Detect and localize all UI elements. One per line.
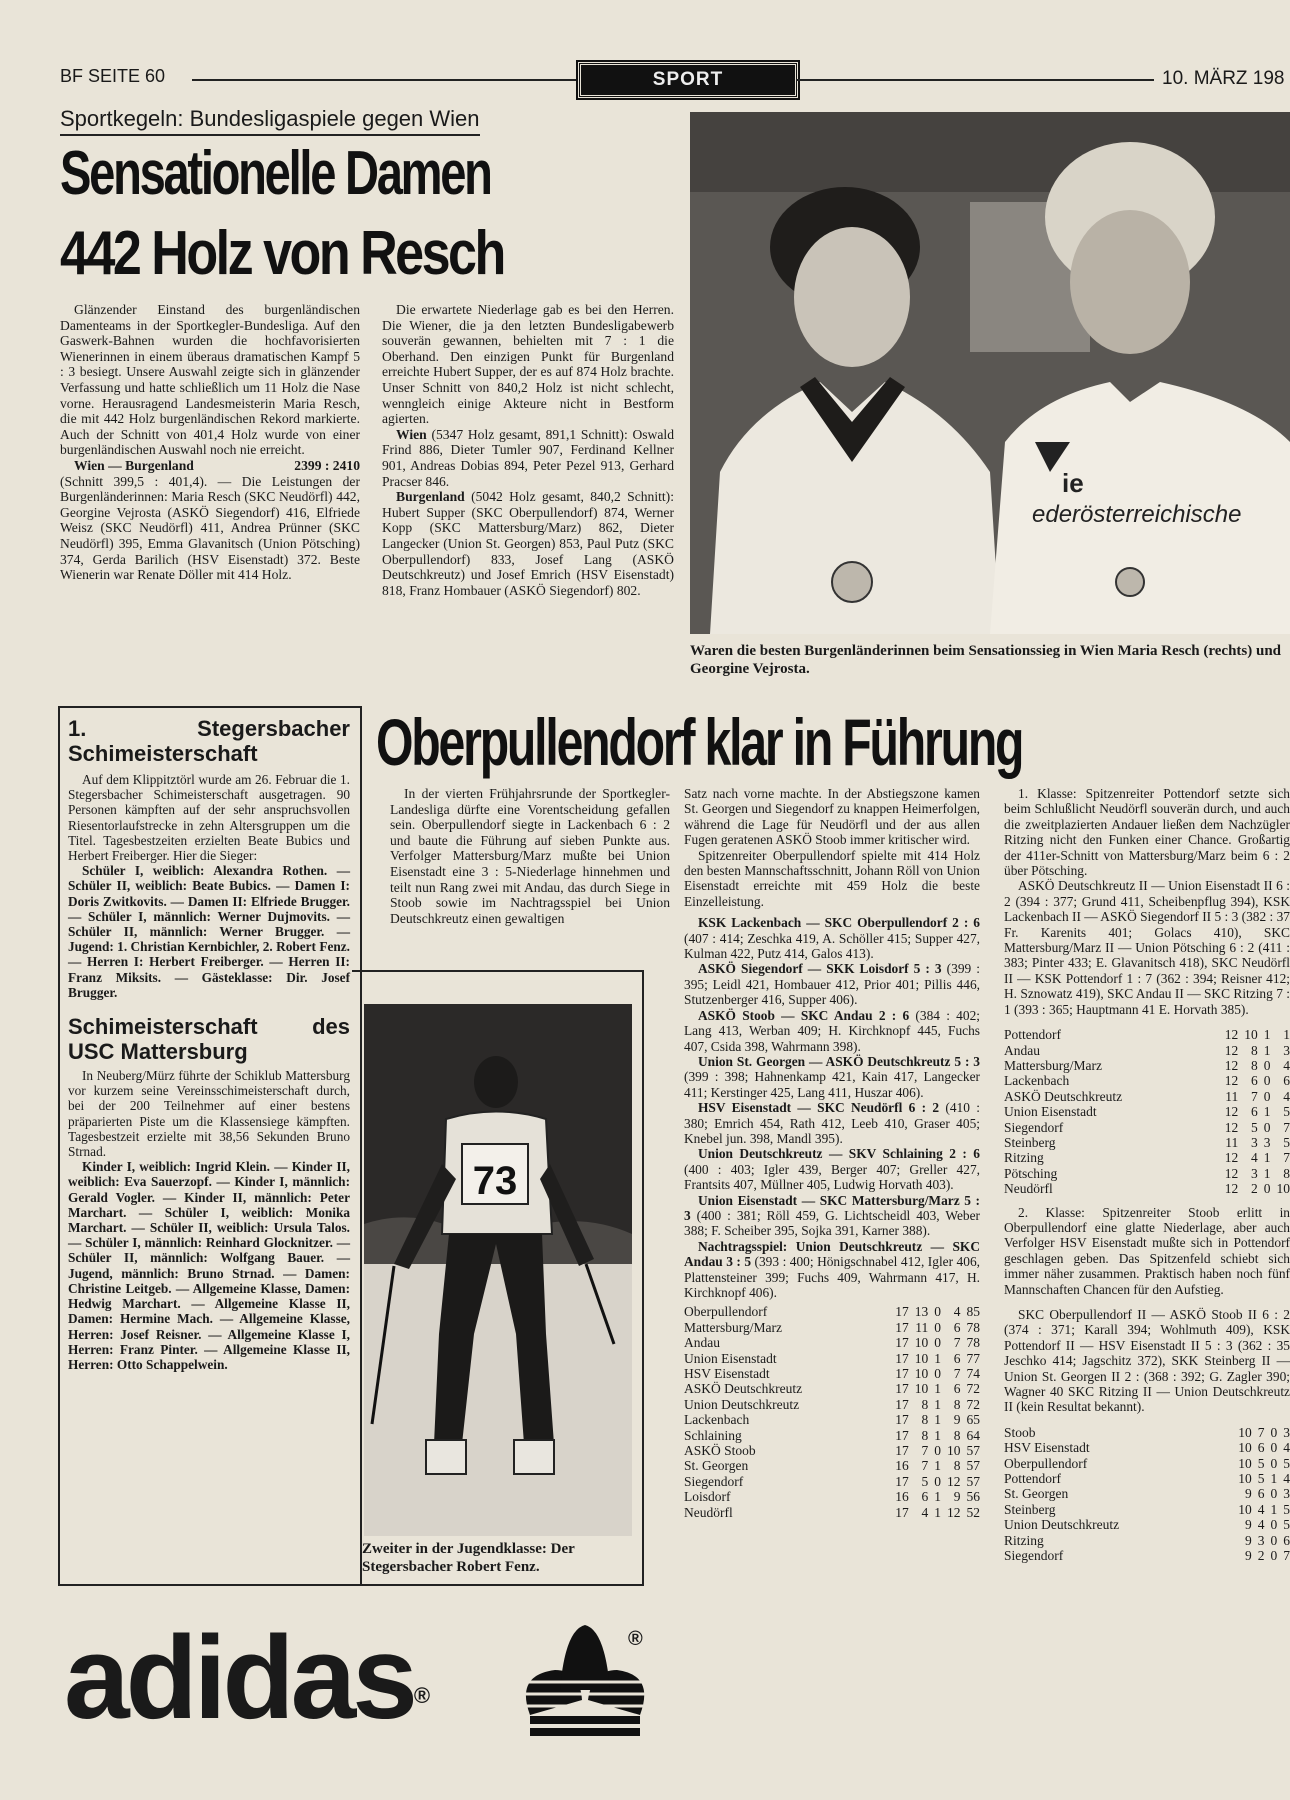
- table-row: [1004, 1471, 1290, 1486]
- table-cell: 7: [921, 1458, 929, 1474]
- table-cell: 1: [934, 1427, 941, 1443]
- team-name: ASKÖ Deutschkreutz: [684, 1381, 803, 1397]
- table-cell: 6: [1257, 1440, 1265, 1456]
- game-details: (400 : 403; Igler 439, Berger 407; Greller 427, Frantsits 407, Müllner 405, Ludwig Horvath 403).: [684, 1161, 980, 1193]
- table-row: [684, 1320, 980, 1335]
- table-row: [1004, 1027, 1290, 1042]
- table-row: [684, 1397, 980, 1412]
- table-cell: 1: [934, 1489, 941, 1505]
- team-name: St. Georgen: [1004, 1486, 1069, 1502]
- table-cell: 3: [1283, 1042, 1290, 1058]
- game-result: [684, 1193, 980, 1239]
- page-label: BF SEITE 60: [60, 66, 166, 86]
- table-row: [1004, 1502, 1290, 1517]
- table-row: [684, 1304, 980, 1319]
- table-cell: 11: [1225, 1134, 1239, 1150]
- adidas-wordmark: [64, 1612, 427, 1744]
- table-cell: 0: [934, 1473, 941, 1489]
- table-row: [684, 1489, 980, 1504]
- league-table-1: [684, 1304, 980, 1520]
- table-cell: 8: [921, 1396, 929, 1412]
- article1-result-label: Wien — Burgenland: [74, 457, 194, 473]
- table-cell: 4: [1257, 1501, 1265, 1517]
- table-cell: 12: [947, 1504, 961, 1520]
- table-cell: 72: [966, 1381, 980, 1397]
- table-cell: 1: [1263, 1042, 1271, 1058]
- article2-col1-rule: [352, 970, 642, 972]
- team-name: Oberpullendorf: [684, 1304, 768, 1320]
- table-cell: 1: [1263, 1027, 1271, 1043]
- game-title: HSV Eisenstadt — SKC Neudörfl 6 : 2: [698, 1100, 940, 1116]
- table-cell: 4: [1283, 1440, 1290, 1456]
- table-cell: 16: [895, 1458, 909, 1474]
- table-row: [1004, 1089, 1290, 1104]
- team-name: Union Eisenstadt: [684, 1350, 777, 1366]
- table-cell: 9: [1245, 1517, 1252, 1533]
- table-row: [1004, 1150, 1290, 1165]
- ski-photo: [364, 1004, 632, 1536]
- ski-title1: 1. Stegersbacher Schimeisterschaft: [68, 716, 350, 766]
- game-result: [684, 1054, 980, 1100]
- adidas-reg-2: ®: [628, 1628, 643, 1650]
- table-cell: 10: [947, 1443, 961, 1459]
- table-cell: 5: [921, 1473, 929, 1489]
- table-cell: 12: [1224, 1119, 1239, 1135]
- team-name: Loisdorf: [684, 1489, 731, 1505]
- team-name: Siegendorf: [684, 1473, 744, 1489]
- team-name: Siegendorf: [1004, 1119, 1064, 1135]
- table-row: [684, 1474, 980, 1489]
- table-cell: 12: [1224, 1181, 1239, 1197]
- adidas-reg-1: ®: [413, 1683, 427, 1708]
- table-cell: 2: [1251, 1181, 1258, 1197]
- table-cell: 72: [966, 1396, 980, 1412]
- game-result: [684, 1146, 980, 1192]
- team-name: ASKÖ Deutschkreutz: [1004, 1088, 1123, 1104]
- article1-bgld-label: Burgenland: [396, 489, 465, 505]
- table-row: [1004, 1166, 1290, 1181]
- table-cell: 3: [1283, 1486, 1290, 1502]
- table-row: [1004, 1104, 1290, 1119]
- article1-result-score: 2399 : 2410: [294, 457, 360, 473]
- table-row: [684, 1428, 980, 1443]
- ski-results1: Schüler I, weiblich: Alexandra Rothen. — Schüler II, weiblich: Beate Bubics. — Damen I: Doris Zwitkovits. — Damen II: Elfriede Brugger. — Schüler I, männlich: Werner Dujmovits. — Schüler II, männlich: Werner Brugger. — Jugend: 1. Christian Kernbichler, 2. Robert Fenz. — Herren I: Herbert Freiberger. — Herren II: Franz Miksits. — Gästeklasse: Dir. Josef Brugger.: [68, 863, 350, 1000]
- team-name: Siegendorf: [1004, 1548, 1064, 1564]
- table-cell: 0: [934, 1335, 941, 1351]
- team-name: Pottendorf: [1004, 1027, 1061, 1043]
- table-cell: 10: [1238, 1440, 1252, 1456]
- team-name: ASKÖ Stoob: [684, 1443, 756, 1459]
- table-cell: 1: [934, 1381, 941, 1397]
- table-cell: 17: [895, 1427, 909, 1443]
- table-cell: 1: [934, 1412, 941, 1428]
- ski-photo-caption: Zweiter in der Jugendklasse: Der Stegersbacher Robert Fenz.: [362, 1541, 575, 1575]
- table-cell: 8: [1251, 1042, 1258, 1058]
- table-cell: 5: [1283, 1455, 1290, 1471]
- team-name: Union Eisenstadt: [1004, 1104, 1097, 1120]
- table-cell: 1: [934, 1504, 941, 1520]
- article2-games: [684, 915, 980, 1300]
- team-name: Union Deutschkreutz: [1004, 1517, 1120, 1533]
- table-cell: 57: [966, 1473, 980, 1489]
- game-title: Union Eisenstadt — SKC Mattersburg/Marz 5 : 3: [684, 1192, 980, 1223]
- team-name: Oberpullendorf: [1004, 1455, 1088, 1471]
- table-cell: 1: [1263, 1104, 1271, 1120]
- table-row: [1004, 1548, 1290, 1563]
- table-cell: 0: [1270, 1424, 1278, 1440]
- table-cell: 0: [1270, 1548, 1278, 1564]
- article1-photo: [690, 112, 1290, 634]
- table-row: [1004, 1181, 1290, 1196]
- article2-col2-p1: Satz nach vorne machte. In der Abstiegszone kamen St. Georgen und Siegendorf zu knappen Heimerfolgen, während die Lage für Neudörfl und der aus allen Fugen geratenen ASKÖ Stoob immer kritischer wird.: [684, 786, 980, 848]
- table-cell: 0: [934, 1304, 941, 1320]
- table-cell: 5: [1257, 1455, 1265, 1471]
- table-cell: 5: [1251, 1119, 1258, 1135]
- article2-col1-text: In der vierten Frühjahrsrunde der Sportkegler-Landesliga dürfte eine Vorentscheidung gefallen sein. Oberpullendorf siegte in Lackenbach 6 : 2 und baute die Führung auf sieben Punkte aus. Verfolger Mattersburg/Marz mußte bei Union Eisenstadt eine 3 : 5-Niederlage hinnehmen und teilt nun Rang zwei mit Andau, das durch Siege in Stoob sowie im Nachtragsspiel bei Union Deutschkreutz einen gewaltigen: [390, 786, 670, 926]
- table-cell: 10: [1238, 1424, 1252, 1440]
- game-details: (400 : 381; Röll 459, G. Lichtscheidl 403, Weber 388; F. Scheiber 395, Sojka 391, Karner 388).: [684, 1207, 980, 1239]
- game-details: (399 : 398; Hahnenkamp 421, Kain 417, Langecker 411; Kerstinger 425, Lang 411, Huszar 406).: [684, 1069, 980, 1100]
- table-cell: 57: [966, 1458, 980, 1474]
- team-name: Lackenbach: [684, 1412, 750, 1428]
- table-row: [1004, 1120, 1290, 1135]
- table-cell: 0: [934, 1443, 941, 1459]
- table-cell: 2: [1257, 1548, 1265, 1564]
- team-name: Mattersburg/Marz: [1004, 1057, 1102, 1073]
- table-cell: 52: [966, 1504, 980, 1520]
- table-cell: 17: [895, 1319, 909, 1335]
- table-cell: 9: [1245, 1532, 1252, 1548]
- table-cell: 11: [915, 1319, 929, 1335]
- table-cell: 7: [1251, 1088, 1258, 1104]
- page-date: 10. MÄRZ 198: [1162, 68, 1285, 89]
- team-name: Pötsching: [1004, 1165, 1058, 1181]
- game-title: Nachtragsspiel: Union Deutschkreutz — SKC Andau 3 : 5: [684, 1238, 980, 1270]
- table-cell: 12: [1224, 1104, 1239, 1120]
- table-cell: 0: [1263, 1073, 1271, 1089]
- table-row: [684, 1381, 980, 1396]
- team-name: Steinberg: [1004, 1501, 1056, 1517]
- article1-photo-art: [690, 112, 1290, 634]
- table-cell: 5: [1283, 1501, 1290, 1517]
- game-result: [684, 961, 980, 1007]
- table-cell: 11: [1225, 1088, 1239, 1104]
- team-name: St. Georgen: [684, 1458, 749, 1474]
- table-cell: 7: [953, 1335, 961, 1351]
- table-cell: 0: [1270, 1517, 1278, 1533]
- table-cell: 4: [1283, 1057, 1290, 1073]
- table-cell: 0: [1270, 1486, 1278, 1502]
- table-cell: 6: [1283, 1532, 1290, 1548]
- table-cell: 1: [934, 1458, 941, 1474]
- article1-col1: [60, 302, 360, 583]
- table-cell: 9: [953, 1412, 961, 1428]
- game-title: KSK Lackenbach — SKC Oberpullendorf 2 : 6: [698, 915, 980, 931]
- article2-headline: Oberpullendorf klar in Führung: [376, 705, 1023, 779]
- table-row: [684, 1412, 980, 1427]
- table-cell: 6: [1251, 1073, 1258, 1089]
- table-cell: 8: [1251, 1057, 1258, 1073]
- table-row: [1004, 1058, 1290, 1073]
- article2-col2-p2: Spitzenreiter Oberpullendorf spielte mit 414 Holz den besten Mannschaftsschnitt, Johann Röll von Union Eisenstadt erreichte mit 459 Holz die beste Einzelleistung.: [684, 847, 980, 909]
- shirt-text-2: ederösterreichische: [1032, 501, 1242, 528]
- table-cell: 9: [953, 1489, 961, 1505]
- team-name: Ritzing: [1004, 1532, 1044, 1548]
- table-cell: 3: [1251, 1134, 1258, 1150]
- table-cell: 7: [1283, 1119, 1290, 1135]
- table-cell: 10: [914, 1350, 929, 1366]
- adidas-brand: adidas: [64, 1612, 414, 1744]
- table-cell: 0: [1263, 1057, 1271, 1073]
- table-cell: 0: [1270, 1440, 1278, 1456]
- table-cell: 5: [1283, 1517, 1290, 1533]
- table-cell: 12: [1224, 1042, 1239, 1058]
- article1-kicker: Sportkegeln: Bundesligaspiele gegen Wien: [60, 106, 480, 136]
- team-name: Schlaining: [684, 1427, 742, 1443]
- table-cell: 17: [895, 1396, 909, 1412]
- game-details: (393 : 400; Hönigschnabel 412, Igler 406, Plattensteiner 399; Fuchs 409, Wahrmann 417, H. Kirchknopf 406).: [684, 1254, 980, 1300]
- ski-results2: Kinder I, weiblich: Ingrid Klein. — Kinder II, weiblich: Eva Sauerzopf. — Kinder I, männlich: Gerald Vogler. — Kinder II, männlich: Peter Marchart. — Schüler I, weiblich: Monika Marchart. — Schüler II, weiblich: Ursula Talos. — Schüler I, männlich: Reinhard Glocknitzer. — Schüler II, männlich: Wolfgang Bauer. — Jugend, männlich: Bruno Strnad. — Damen: Christine Leitgeb. — Allgemeine Klasse, Damen: Hedwig Marchart. — Allgemeine Klasse II, Damen: Hermine Mach. — Allgemeine Klasse, Herren: Josef Reisner. — Allgemeine Klasse I, Herren: Franz Pinter. — Allgemeine Klasse II, Herren: Otto Schappelwein.: [68, 1159, 350, 1372]
- table-cell: 0: [934, 1366, 941, 1382]
- team-name: HSV Eisenstadt: [1004, 1440, 1090, 1456]
- table-cell: 8: [921, 1412, 929, 1428]
- table-cell: 7: [1283, 1150, 1290, 1166]
- table-cell: 5: [1283, 1104, 1290, 1120]
- table-cell: 5: [1283, 1134, 1290, 1150]
- article2-col4: [1004, 786, 1290, 1564]
- team-name: Mattersburg/Marz: [684, 1319, 782, 1335]
- table-row: [684, 1505, 980, 1520]
- table-row: [684, 1351, 980, 1366]
- table-cell: 10: [914, 1335, 929, 1351]
- table-row: [684, 1458, 980, 1473]
- table-cell: 4: [1283, 1471, 1290, 1487]
- table-cell: 4: [953, 1304, 961, 1320]
- table-row: [684, 1366, 980, 1381]
- table-cell: 6: [953, 1350, 961, 1366]
- ski-text1: Auf dem Klippitztörl wurde am 26. Februar die 1. Stegersbacher Schimeisterschaft ausgetragen. 90 Personen kämpften auf der sehr anspruchsvollen Riesentorlaufstrecke in zehn Altersgruppen um die Titel. Tagesbestzeiten erzielten Beate Bubics und Herbert Freiberger. Hier die Sieger:: [68, 772, 350, 864]
- game-details: (384 : 402; Lang 413, Werban 409; H. Kirchknopf 445, Fuchs 407, Csida 398, Wahrmann 398).: [684, 1007, 980, 1054]
- table-cell: 10: [914, 1366, 929, 1382]
- game-title: ASKÖ Stoob — SKC Andau 2 : 6: [698, 1007, 910, 1023]
- game-result: [684, 915, 980, 961]
- table-cell: 0: [934, 1319, 941, 1335]
- table-cell: 0: [1270, 1455, 1278, 1471]
- team-name: Andau: [684, 1335, 720, 1351]
- team-name: Neudörfl: [1004, 1181, 1053, 1197]
- table-cell: 7: [1283, 1548, 1290, 1564]
- table-cell: 17: [895, 1443, 909, 1459]
- table-cell: 16: [895, 1489, 909, 1505]
- ski-text2: In Neuberg/Mürz führte der Schiklub Mattersburg vor kurzem seine Vereinsschimeisterschaft durch, bei der 200 Teilnehmer auf einer bestens präparierten Piste um die Klassensiege kämpften. Tagesbestzeit erzielte mit 38,56 Sekunden Bruno Strnad.: [68, 1068, 350, 1160]
- ski-photo-art: [364, 1004, 632, 1536]
- header-rule-left: [192, 79, 576, 81]
- table-cell: 1: [1263, 1165, 1271, 1181]
- table-cell: 3: [1263, 1134, 1271, 1150]
- table-cell: 10: [1276, 1181, 1290, 1197]
- ski-title2: Schimeisterschaft des USC Mattersburg: [68, 1014, 350, 1065]
- table-cell: 12: [1224, 1027, 1239, 1043]
- article1-wien-label: Wien: [396, 426, 427, 442]
- table-cell: 7: [1257, 1424, 1265, 1440]
- table-cell: 7: [921, 1443, 929, 1459]
- table-cell: 1: [1270, 1471, 1278, 1487]
- table-cell: 6: [953, 1381, 961, 1397]
- table-row: [1004, 1425, 1290, 1440]
- table-cell: 78: [966, 1319, 980, 1335]
- table-cell: 8: [1283, 1165, 1290, 1181]
- table-cell: 3: [1257, 1532, 1265, 1548]
- game-result: [684, 1008, 980, 1054]
- team-name: Stoob: [1004, 1424, 1036, 1440]
- table-cell: 17: [895, 1381, 909, 1397]
- table-cell: 10: [1244, 1027, 1258, 1043]
- table-cell: 8: [953, 1458, 961, 1474]
- table-cell: 6: [1251, 1104, 1258, 1120]
- table-cell: 12: [1224, 1150, 1239, 1166]
- article1-col1-p2: (Schnitt 399,5 : 401,4). — Die Leistungen der Burgenländerinnen: Maria Resch (SKC Neudörfl) 442, Georgine Vejrosta (ASKÖ Siegendorf) 416, Elfriede Weisz (SKC Neudörfl) 411, Andrea Prünner (SKC Neudörfl) 395, Emma Glavanitsch (Union Pötsching) 374, Gerda Barilich (HSV Eisenstadt) 372. Beste Wienerin war Renate Döller mit 414 Holz.: [60, 473, 360, 583]
- table-cell: 10: [1238, 1471, 1252, 1487]
- article1-bgld-text: (5042 Holz gesamt, 840,2 Schnitt): Hubert Supper (SKC Oberpullendorf) 874, Werner Kopp (SKC Mattersburg/Marz) 862, Dieter Langecker (Union St. Georgen) 853, Paul Putz (SKC Oberpullendorf) 833, Josef Lang (ASKÖ Deutschkreutz) und Josef Emrich (HSV Eisenstadt) 818, Franz Hombauer (ASKÖ Siegendorf) 802.: [382, 489, 674, 598]
- article1-wien-text: (5347 Holz gesamt, 891,1 Schnitt): Oswald Frind 886, Dieter Tumler 907, Ferdinand Kellner 901, Andreas Dobias 894, Peter Pezel 913, Gerhard Pracser 846.: [382, 426, 674, 489]
- table-cell: 12: [947, 1473, 961, 1489]
- team-name: Ritzing: [1004, 1150, 1044, 1166]
- table-cell: 9: [1245, 1548, 1252, 1564]
- ski-bib-number: 73: [472, 1159, 518, 1203]
- table-cell: 9: [1245, 1486, 1252, 1502]
- table-cell: 6: [921, 1489, 929, 1505]
- table-cell: 0: [1270, 1532, 1278, 1548]
- table-cell: 1: [934, 1350, 941, 1366]
- table-row: [684, 1443, 980, 1458]
- table-row: [1004, 1533, 1290, 1548]
- table-cell: 12: [1224, 1057, 1239, 1073]
- table-cell: 12: [1224, 1073, 1239, 1089]
- table-cell: 1: [1270, 1501, 1278, 1517]
- team-name: Union Deutschkreutz: [684, 1396, 800, 1412]
- table-row: [1004, 1517, 1290, 1532]
- table-cell: 4: [1257, 1517, 1265, 1533]
- table-cell: 8: [921, 1427, 929, 1443]
- article1-col2: [382, 302, 674, 598]
- article2-col4-p4: SKC Oberpullendorf II — ASKÖ Stoob II 6 : 2 (374 : 371; Karall 394; Wohlmuth 409), KSK Pottendorf II — HSV Eisenstadt II 5 : 3 (362 : 35 Jeschko 414; Jagschitz 372), SKK Steinberg II — Union St. Georgen II 2 : (368 : 392; G. Zagler 390; Wagner 40 SKC Ritzing II — Union Deutschkreutz II (kein Resultat bekannt).: [1004, 1307, 1290, 1415]
- article2-col4-p3: 2. Klasse: Spitzenreiter Stoob erlitt in Oberpullendorf eine glatte Niederlage, aber auch Verfolger HSV Eisenstadt mußte sich in Pottendorf geschlagen geben. Das Spitzenfeld schiebt sich immer näher zusammen. Praktisch haben noch fünf Mannschaften Chancen für den Aufstieg.: [1004, 1204, 1290, 1297]
- table-cell: 17: [895, 1366, 909, 1382]
- table-cell: 7: [953, 1366, 961, 1382]
- game-title: Union St. Georgen — ASKÖ Deutschkreutz 5 : 3: [698, 1053, 980, 1069]
- table-row: [1004, 1486, 1290, 1501]
- game-details: (407 : 414; Zeschka 419, A. Schöller 415; Supper 427, Kulman 422, Putz 414, Galos 413).: [684, 930, 980, 962]
- article1-headline-line1: Sensationelle Damen: [60, 139, 491, 208]
- shirt-text: ie: [1062, 468, 1084, 498]
- team-name: Andau: [1004, 1042, 1040, 1058]
- table-cell: 12: [1224, 1165, 1239, 1181]
- table-cell: 0: [1263, 1088, 1271, 1104]
- table-cell: 1: [1283, 1027, 1290, 1043]
- table-cell: 1: [934, 1396, 941, 1412]
- table-cell: 0: [1263, 1119, 1271, 1135]
- section-label: SPORT: [578, 62, 798, 98]
- table-cell: 1: [1263, 1150, 1271, 1166]
- table-row: [1004, 1135, 1290, 1150]
- table-cell: 5: [1257, 1471, 1265, 1487]
- game-result: [684, 1239, 980, 1301]
- table-cell: 3: [1251, 1165, 1258, 1181]
- table-cell: 10: [1238, 1455, 1252, 1471]
- table-cell: 4: [921, 1504, 929, 1520]
- article2-col4-p1: 1. Klasse: Spitzenreiter Pottendorf setzte sich beim Schlußlicht Neudörfl souverän durch, und auch die zweitplazierten Andauer ließen dem Nachzügler Ritzing nicht den Funken einer Chance. Großartig der 411er-Schnitt von Mattersburg/Marz beim 6 : 2 über Pötsching.: [1004, 786, 1290, 879]
- table-row: [1004, 1043, 1290, 1058]
- table-cell: 74: [966, 1366, 980, 1382]
- table-cell: 64: [966, 1427, 980, 1443]
- game-details: (399 : 395; Leidl 421, Hombauer 412, Prior 401; Pillis 446, Stutzenberger 416, Supper 406).: [684, 961, 980, 1008]
- team-name: Lackenbach: [1004, 1073, 1070, 1089]
- table-cell: 3: [1283, 1424, 1290, 1440]
- game-details: (410 : 380; Emrich 454, Rath 412, Leeb 410, Graser 405; Knebel jun. 398, Mandl 395).: [684, 1100, 980, 1146]
- game-result: [684, 1100, 980, 1146]
- article2-col1: [390, 786, 670, 926]
- table-cell: 0: [1263, 1181, 1271, 1197]
- table-cell: 10: [914, 1381, 929, 1397]
- table-cell: 57: [966, 1443, 980, 1459]
- table-row: [1004, 1440, 1290, 1455]
- team-name: Steinberg: [1004, 1134, 1056, 1150]
- table-cell: 10: [1238, 1501, 1252, 1517]
- table-cell: 65: [966, 1412, 980, 1428]
- league-table-3: [1004, 1425, 1290, 1564]
- table-cell: 4: [1251, 1150, 1258, 1166]
- team-name: Pottendorf: [1004, 1471, 1061, 1487]
- table-row: [1004, 1456, 1290, 1471]
- table-cell: 85: [966, 1304, 980, 1320]
- article2-col4-p2: ASKÖ Deutschkreutz II — Union Eisenstadt II 6 : 2 (394 : 377; Grund 411, Scheibenpflug 394), KSK Lackenbach II — ASKÖ Siegendorf II 5 : 3 (382 : 37 Fr. Karenits 401; Golacs 410), SKC Mattersburg/Marz II — Union Pötsching 6 : 2 (411 : 383; Pinter 433; E. Glavanitsch 418), SKC Neudörfl II — KSK Pottendorf 1 : 7 (362 : 394; Reisner 412; H. Sznowatz 419), SKC Andau II — SKC Ritzing 7 : 1 (393 : 365; Hauptmann 41 E. Horvath 385).: [1004, 878, 1290, 1017]
- table-row: [1004, 1073, 1290, 1088]
- team-name: Neudörfl: [684, 1504, 733, 1520]
- ski-col: [68, 716, 350, 1372]
- article1-col2-p1: Die erwartete Niederlage gab es bei den Herren. Die Wiener, die ja den letzten Bundesligabewerb souverän gewannen, behielten mit 7 : 1 die Oberhand. Den einzigen Punkt für Burgenland erreichte Hubert Supper, der es auf 874 Holz brachte. Unser Schnitt von 840,2 Holz ist nicht schlecht, wenngleich einige Akteure nicht in Bestform agierten.: [382, 302, 674, 427]
- table-cell: 8: [953, 1396, 961, 1412]
- table-cell: 6: [1257, 1486, 1265, 1502]
- table-cell: 17: [895, 1504, 909, 1520]
- table-row: [684, 1335, 980, 1350]
- table-cell: 13: [914, 1304, 929, 1320]
- table-cell: 17: [895, 1350, 909, 1366]
- table-cell: 17: [895, 1412, 909, 1428]
- game-title: ASKÖ Siegendorf — SKK Loisdorf 5 : 3: [698, 961, 942, 977]
- article1-headline-line2: 442 Holz von Resch: [60, 219, 504, 288]
- team-name: HSV Eisenstadt: [684, 1366, 770, 1382]
- article1-col1-p1: Glänzender Einstand des burgenländischen Damenteams in der Sportkegler-Bundesliga. Auf den Gaswerk-Bahnen wurden die hochfavorisierten Wienerinnen in einem überaus dramatischen Kampf 5 : 3 besiegt. Unsere Auswahl zeigte sich in glänzender Verfassung und hatte schließlich um 11 Holz die Nase vorne. Herausragend Landesmeisterin Maria Resch, die mit 442 Holz burgenländischen Rekord markierte. Auch der Schnitt von 401,4 Holz wurde von einer burgenländischen Auswahl noch nie erreicht.: [60, 302, 360, 458]
- league-table-2: [1004, 1027, 1290, 1196]
- table-cell: 8: [953, 1427, 961, 1443]
- table-cell: 6: [1283, 1073, 1290, 1089]
- table-cell: 17: [895, 1304, 909, 1320]
- table-cell: 17: [895, 1335, 909, 1351]
- game-title: Union Deutschkreutz — SKV Schlaining 2 : 6: [698, 1146, 980, 1162]
- table-cell: 17: [895, 1473, 909, 1489]
- table-cell: 4: [1283, 1088, 1290, 1104]
- article1-photo-caption: Waren die besten Burgenländerinnen beim Sensationssieg in Wien Maria Resch (rechts) und Georgine Vejrosta.: [690, 643, 1282, 677]
- table-cell: 77: [966, 1350, 980, 1366]
- article2-col2: [684, 786, 980, 1520]
- table-cell: 78: [966, 1335, 980, 1351]
- table-cell: 6: [953, 1319, 961, 1335]
- header-rule-right: [796, 79, 1154, 81]
- table-cell: 56: [966, 1489, 980, 1505]
